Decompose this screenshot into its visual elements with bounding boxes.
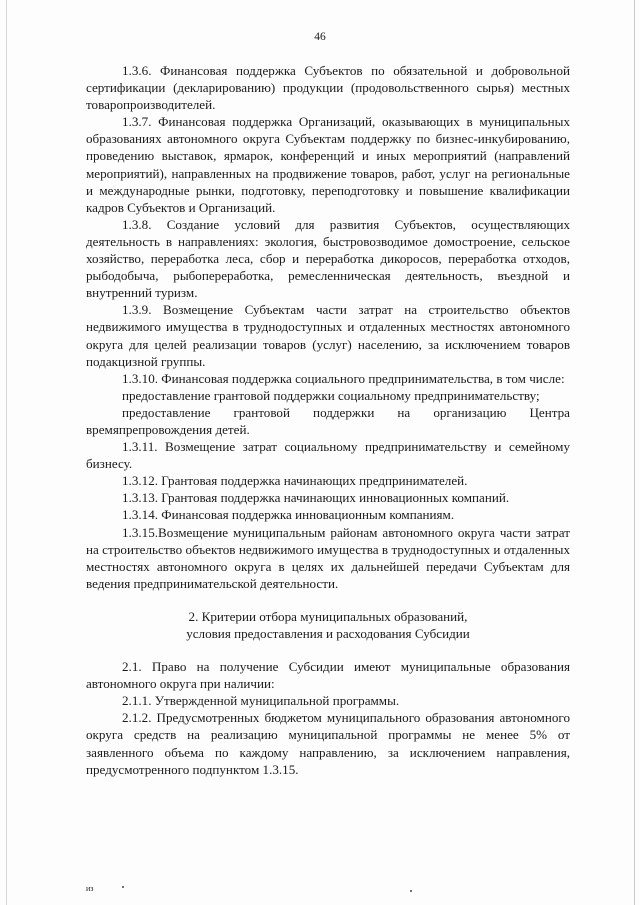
paragraph-1-3-12: 1.3.12. Грантовая поддержка начинающих предпринимателей.	[122, 473, 468, 489]
scan-edge-left	[6, 0, 7, 905]
paragraph-1-3-6: 1.3.6. Финансовая поддержка Субъектов по обязательной и добровольной сертификации (декларированию) продукции (продовольственного сырья) местных товаропроизводителей.	[86, 63, 570, 113]
paragraph-1-3-8: 1.3.8. Создание условий для развития Субъектов, осуществляющих деятельность в направлениях: экология, быстровозводимое домостроение, сельское хозяйство, переработка леса, сбор и переработка дикоросов, переработка отходов, рыбодобыча, рыбопереработка, ремесленническая деятельность, въездной и внутренний туризм.	[86, 216, 570, 301]
paragraph-1-3-7: 1.3.7. Финансовая поддержка Организаций, оказывающих в муниципальных образованиях автономного округа Субъектам поддержку по бизнес-инкубированию, проведению выставок, ярмарок, конференций и иных мероприятий (направлений мероприятий), направленных на продвижение товаров, работ, услуг на региональные и международные рынки, подготовку, переподготовку и повышение квалификации кадров Субъектов и Организаций.	[86, 114, 570, 215]
paragraph-1-3-14: 1.3.14. Финансовая поддержка инновационным компаниям.	[122, 507, 455, 523]
paragraph-children-center-grant: предоставление грантовой поддержки на организацию Центра времяпрепровождения детей.	[86, 404, 570, 437]
paragraph-1-3-11: 1.3.11. Возмещение затрат социальному предпринимательству и семейному бизнесу.	[86, 439, 570, 472]
section-heading-line-1: 2. Критерии отбора муниципальных образований,	[188, 608, 468, 624]
paragraph-1-3-15: 1.3.15.Возмещение муниципальным районам автономного округа части затрат на строительство объектов недвижимого имущества в труднодоступных и отдаленных местностях автономного округа в целях их дальнейшей передачи Субъектам для ведения предпринимательской деятельности.	[86, 524, 570, 591]
scan-speck	[410, 890, 412, 892]
scan-edge-right	[634, 0, 635, 905]
paragraph-1-3-9: 1.3.9. Возмещение Субъектам части затрат на строительство объектов недвижимого имущества в труднодоступных и отдаленных местностях автономного округа для целей реализации товаров (услуг) населению, за исключением товаров подакцизной группы.	[86, 302, 570, 369]
spacer	[86, 642, 570, 658]
section-heading-line-2: условия предоставления и расходования Субсидии	[186, 626, 470, 641]
paragraph-2-1-1: 2.1.1. Утвержденной муниципальной программы.	[122, 693, 400, 709]
footer-mark: из	[86, 884, 94, 893]
paragraph-2-1: 2.1. Право на получение Субсидии имеют муниципальные образования автономного округа при наличии:	[86, 659, 570, 692]
page-number: 46	[314, 31, 326, 43]
paragraph-1-3-10: 1.3.10. Финансовая поддержка социального предпринимательства, в том числе:	[122, 370, 565, 386]
paragraph-2-1-2: 2.1.2. Предусмотренных бюджетом муниципального образования автономного округа средств на реализацию муниципальной программы не менее 5% от заявленного объема по каждому направлению, за исключением направления, предусмотренного подпунктом 1.3.15.	[86, 710, 570, 777]
spacer	[86, 592, 570, 608]
paragraph-social-grant: предоставление грантовой поддержки социальному предпринимательству;	[122, 387, 540, 403]
body-text	[86, 62, 570, 778]
paragraph-1-3-13: 1.3.13. Грантовая поддержка начинающих инновационных компаний.	[122, 490, 510, 506]
scan-speck	[122, 886, 124, 888]
